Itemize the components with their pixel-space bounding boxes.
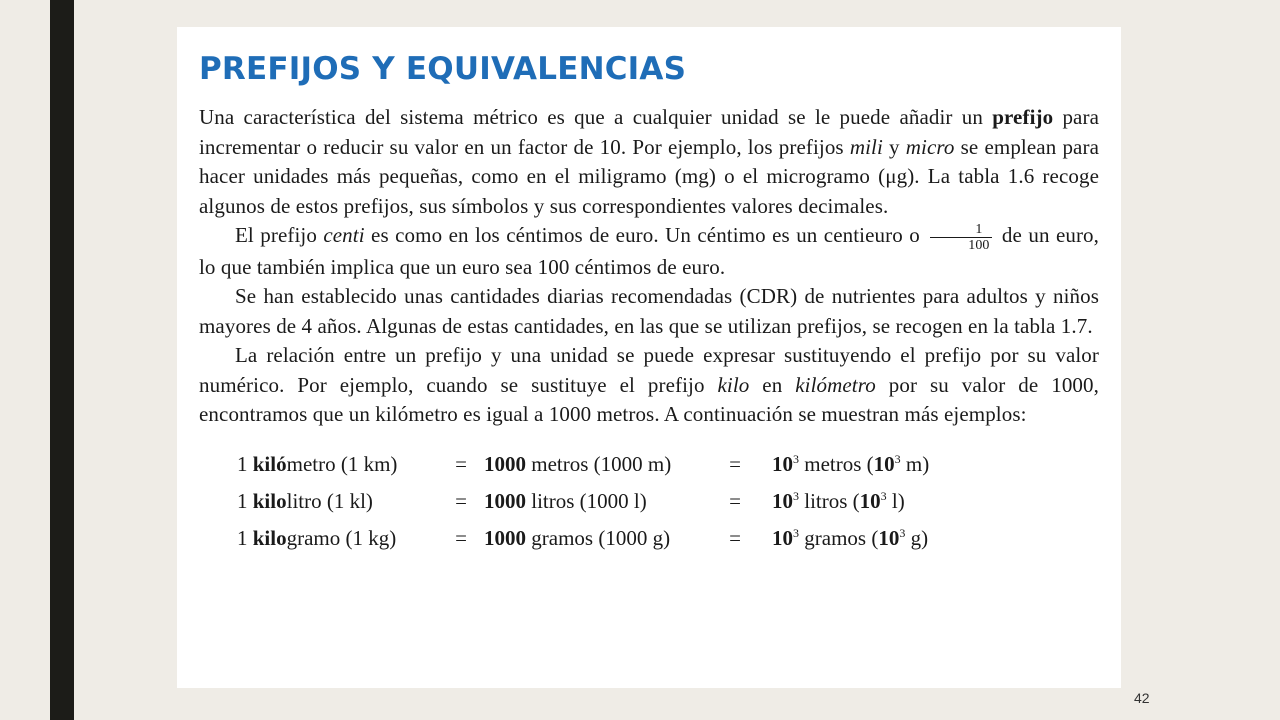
p1-term-mili: mili <box>849 134 883 159</box>
p4-text-c: en <box>749 372 796 397</box>
p4-text-e: por su valor de 1000, encontramos que un kilómetro es igual a 1000 metros. A continuación se muestran más ejemplos: <box>199 372 1099 427</box>
eq-prefix: kilo <box>252 488 287 513</box>
eq-exponent-abbr: 3 <box>894 451 901 466</box>
eq-count: 1 <box>237 451 248 476</box>
equals-sign: = <box>729 451 741 476</box>
p1-text-g: se emplean para hacer unidades más pequeñas, como en el miligramo (mg) o el microgramo (μg). La tabla 1.6 recoge algunos de estos prefijos, sus símbolos y sus correspondientes valores decimales. <box>199 134 1099 218</box>
page-number: 42 <box>1134 690 1150 706</box>
equals-sign: = <box>729 488 741 513</box>
eq-base-abbr: 10 <box>859 488 881 513</box>
eq-unit-abbr: g) <box>910 525 929 550</box>
p4-term-kilo: kilo <box>717 372 750 397</box>
paragraph-1 <box>199 103 1099 221</box>
eq-unit-pow: litros ( <box>804 488 860 513</box>
p1-text-c: para incrementar o reducir su valor en un factor de 10. Por ejemplo, los prefijos <box>199 105 1099 159</box>
eq-exponent: 3 <box>793 525 799 540</box>
equivalence-row <box>237 446 929 483</box>
equals-sign: = <box>455 451 467 476</box>
eq-unit-plural: litros (1000 l) <box>531 488 647 513</box>
paragraph-2 <box>199 221 1099 282</box>
equivalence-row <box>237 520 929 557</box>
eq-exponent: 3 <box>793 488 799 503</box>
p1-text-e: y <box>882 134 906 159</box>
fraction-numerator: 1 <box>930 222 991 238</box>
side-accent-bar <box>50 0 74 720</box>
eq-unit-plural: metros (1000 m) <box>531 451 672 476</box>
eq-unit-abbr: l) <box>891 488 905 513</box>
eq-unit: litro (1 kl) <box>286 488 373 513</box>
equals-sign: = <box>455 488 467 513</box>
document-panel <box>177 27 1121 688</box>
eq-unit-abbr: m) <box>905 451 930 476</box>
equivalences-table <box>237 446 929 557</box>
page-title: PREFIJOS Y EQUIVALENCIAS <box>199 51 687 87</box>
eq-exponent-abbr: 3 <box>899 525 906 540</box>
p1-term-micro: micro <box>905 134 955 159</box>
equals-sign: = <box>729 525 741 550</box>
eq-base-abbr: 10 <box>873 451 895 476</box>
eq-base-abbr: 10 <box>878 525 900 550</box>
eq-unit: metro (1 km) <box>286 451 398 476</box>
eq-unit-pow: metros ( <box>804 451 874 476</box>
p1-text-a: Una característica del sistema métrico es que a cualquier unidad se le puede añadir un <box>199 105 993 129</box>
p2-text-d: de un euro, lo que también implica que un euro sea 100 céntimos de euro. <box>199 223 1100 279</box>
equals-sign: = <box>455 525 467 550</box>
paragraph-3: Se han establecido unas cantidades diarias recomendadas (CDR) de nutrientes para adultos y niños mayores de 4 años. Algunas de estas cantidades, en las que se utilizan prefijos, se recogen en la tabla 1.7. <box>199 284 1099 338</box>
p4-term-kilometro: kilómetro <box>795 372 876 397</box>
eq-base: 10 <box>772 451 793 476</box>
p2-term-centi: centi <box>323 223 365 247</box>
eq-exponent-abbr: 3 <box>880 488 887 503</box>
eq-unit-pow: gramos ( <box>804 525 879 550</box>
fraction-one-hundredth <box>930 222 991 253</box>
p2-text-a: El prefijo <box>235 223 324 247</box>
p2-text-c: es como en los céntimos de euro. Un céntimo es un centieuro o <box>364 223 927 247</box>
paragraph-4 <box>199 341 1099 430</box>
eq-base: 10 <box>772 488 793 513</box>
p1-term-prefijo: prefijo <box>992 105 1054 129</box>
eq-count: 1 <box>237 525 248 550</box>
fraction-denominator: 100 <box>968 237 990 253</box>
eq-prefix: kiló <box>252 451 287 476</box>
eq-value: 1000 <box>484 488 526 513</box>
equivalence-row <box>237 483 929 520</box>
eq-value: 1000 <box>484 451 526 476</box>
eq-unit-plural: gramos (1000 g) <box>531 525 671 550</box>
eq-count: 1 <box>237 488 248 513</box>
eq-prefix: kilo <box>252 525 287 550</box>
eq-unit: gramo (1 kg) <box>286 525 397 550</box>
eq-exponent: 3 <box>793 451 799 466</box>
p4-text-a: La relación entre un prefijo y una unidad se puede expresar sustituyendo el prefijo por su valor numérico. Por ejemplo, cuando se sustituye el prefijo <box>199 343 1099 397</box>
eq-value: 1000 <box>484 525 526 550</box>
eq-base: 10 <box>772 525 793 550</box>
